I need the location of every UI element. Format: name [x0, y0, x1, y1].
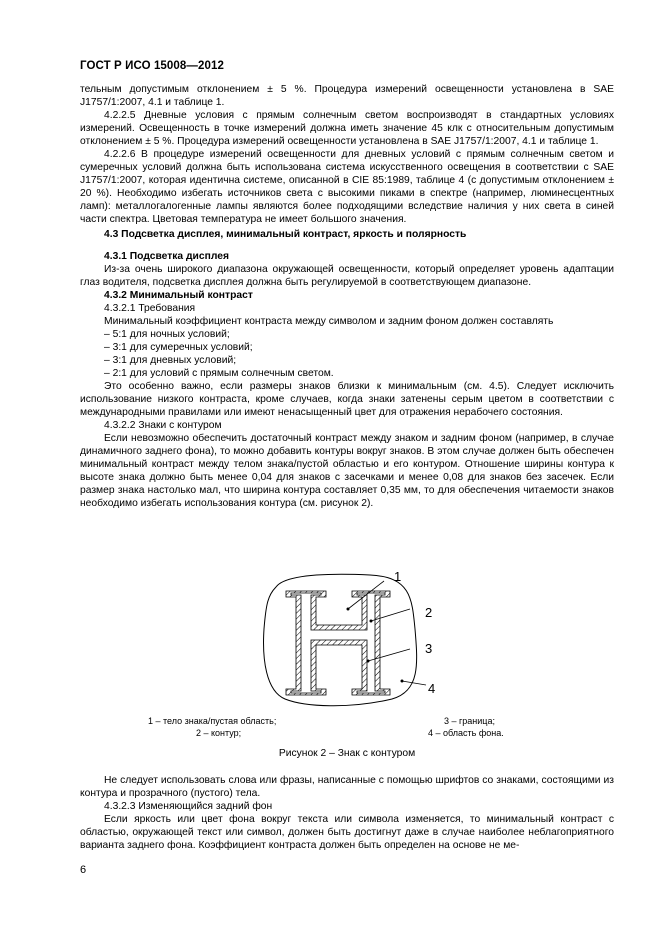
legend-item: 3 – граница;	[444, 716, 495, 726]
figure-outlined-sign	[80, 569, 614, 709]
page-number: 6	[80, 864, 87, 876]
list-item: – 2:1 для условий с прямым солнечным светом.	[104, 368, 334, 379]
list-item: – 3:1 для сумеречных условий;	[104, 342, 253, 353]
section-heading-4-3-1: 4.3.1 Подсветка дисплея	[104, 251, 229, 262]
paragraph-4-2-2-6: 4.2.2.6 В процедуре измерений освещенности для дневных условий с прямым солнечным светом и сумеречных условий должна быть использована система искусственного освещения в соответствии с SAE J1757/1:2007, которая идентична системе, описанной в CIE 85:1989, таблице 4 (с допустимым отклонением ± 20 %). Необходимо избегать источников света с высокими пиками в спектре (например, люминесцентных ламп): металлогалогенные лампы являются более подходящими вследствие наличия у них света в синей части спектра. Цветовая температура не имеет большого значения.	[80, 149, 614, 225]
section-heading-4-3: 4.3 Подсветка дисплея, минимальный контраст, яркость и полярность	[104, 229, 467, 240]
list-item: – 5:1 для ночных условий;	[104, 329, 230, 340]
section-heading-4-3-2-2: 4.3.2.2 Знаки с контуром	[104, 420, 222, 431]
list-item: – 3:1 для дневных условий;	[104, 355, 237, 366]
section-heading-4-3-2-3: 4.3.2.3 Изменяющийся задний фон	[104, 801, 273, 812]
legend-item: 1 – тело знака/пустая область;	[148, 716, 277, 726]
paragraph-fonts: Не следует использовать слова или фразы, написанные с помощью шрифтов со знаками, состоящими из контура и прозрачного (пустого) тела.	[80, 775, 614, 799]
callout-leader-3	[368, 649, 410, 661]
callout-3: 3	[425, 641, 433, 656]
legend-item: 2 – контур;	[196, 728, 242, 738]
callout-4: 4	[428, 681, 436, 696]
section-heading-4-3-2: 4.3.2 Минимальный контраст	[104, 290, 253, 301]
figure-legend-left	[148, 715, 276, 739]
body-text-bottom	[80, 774, 614, 852]
paragraph-contour: Если невозможно обеспечить достаточный контраст между знаком и задним фоном (например, в случае динамичного заднего фона), то можно добавить контуры вокруг знаков. В этом случае должен быть обеспечен минимальный контраст между телом знака/пустой областью и его контуром. Отношение ширины контура к высоте знака должно быть менее 0,04 для знаков с засечками и менее 0,08 для знаков без засечек. Если размер знака настолько мал, что ширина контура составляет 0,35 мм, то для обеспечения читаемости знаков необходимо избегать использования контура (см. рисунок 2).	[80, 433, 614, 509]
figure-caption: Рисунок 2 – Знак с контуром	[278, 748, 416, 759]
paragraph-4-2-2-5: 4.2.2.5 Дневные условия с прямым солнечным светом воспроизводят в стандартных условиях измерений. Освещенность в точке измерений должна иметь значение 45 клк с относительным допустимым отклонением ± 5 %. Процедура измерений освещенности установлена в SAE J1757/1:2007, 4.1 и таблице 1.	[80, 110, 614, 147]
paragraph-requirements: Минимальный коэффициент контраста между символом и задним фоном должен составлять	[104, 316, 554, 327]
paragraph: тельным допустимым отклонением ± 5 %. Процедура измерений освещенности установлена в SAE J1757/1:2007, 4.1 и таблице 1.	[80, 84, 614, 108]
callout-leader-4	[402, 681, 426, 685]
sign-contour	[286, 591, 390, 695]
body-text-top	[80, 83, 614, 510]
page-header: ГОСТ Р ИСО 15008—2012	[80, 60, 225, 72]
figure-legend-right	[428, 715, 504, 739]
legend-item: 4 – область фона.	[428, 728, 504, 738]
paragraph-important: Это особенно важно, если размеры знаков близки к минимальным (см. 4.5). Следует исключить использование низкого контраста, кроме случаев, когда знаки затенены серым цветом в соответствии с международными правилами или имеют ненасыщенный цвет для отражения нерабочего состояния.	[80, 381, 614, 418]
callout-1: 1	[394, 569, 402, 584]
section-heading-4-3-2-1: 4.3.2.1 Требования	[104, 303, 196, 314]
callout-2: 2	[425, 605, 433, 620]
paragraph-4-3-1: Из-за очень широкого диапазона окружающей освещенности, который определяет уровень адаптации глаз водителя, подсветка дисплея должна быть регулируемой в соответствующем диапазоне.	[80, 264, 614, 288]
paragraph-background: Если яркость или цвет фона вокруг текста или символа изменяется, то минимальный контраст с областью, окружающей текст или символ, должен быть достигнут даже в случае наиболее неблагоприятного варианта заднего фона. Коэффициент контраста должен быть определен на основе не ме-	[80, 814, 614, 851]
